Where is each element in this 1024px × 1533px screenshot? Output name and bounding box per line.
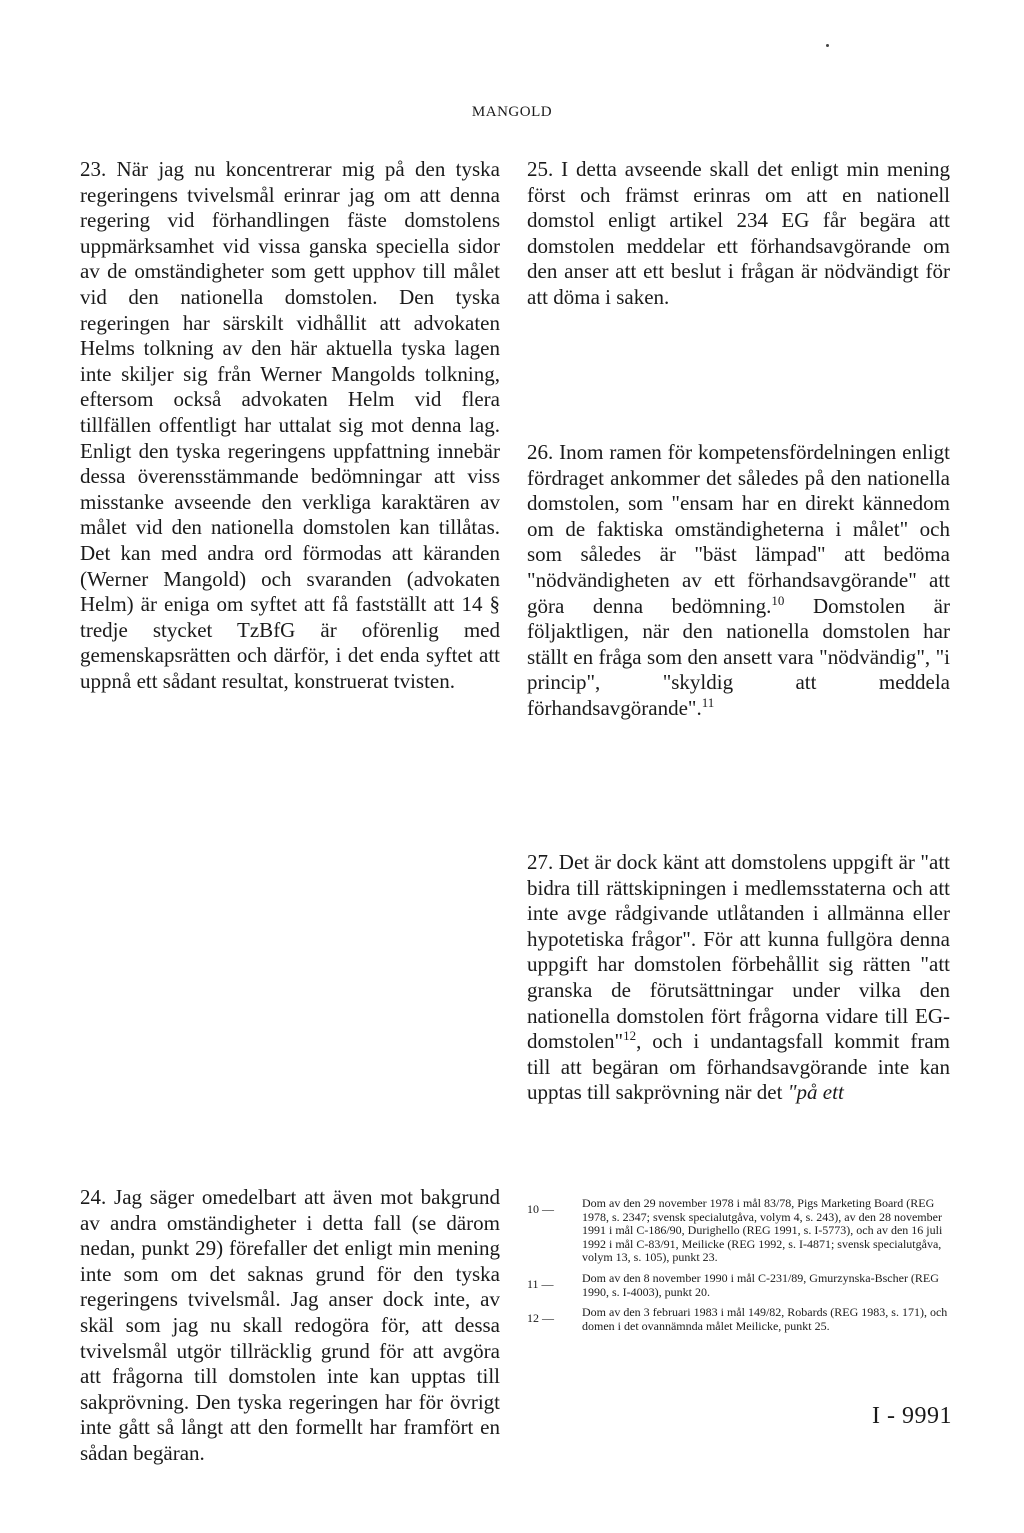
footnote-text: Dom av den 3 februari 1983 i mål 149/82, Robards (REG 1983, s. 171), och domen i det ovannämnda målet Meilicke, punkt 25.: [582, 1305, 948, 1333]
paragraph-23: 23. När jag nu koncentrerar mig på den tyska regeringens tvivelsmål erinrar jag om att denna regering vid förhandlingen fäste domstolens uppmärksamhet vid vissa ganska speciella sidor av de omständigheter som gett upphov till målet vid den nationella domstolen. Den tyska regeringen har särskilt vidhållit att advokaten Helms tolkning av den här aktuella tyska lagen inte skiljer sig från Werner Mangolds tolkning, eftersom också advokaten Helm vid flera tillfällen offentligt har uttalat sig mot denna lag. Enligt den tyska regeringens uppfattning innebär dessa överensstämmande bedömningar att viss misstanke avseende den verkliga karaktären av målet vid den nationella domstolen kan tillåtas. Det kan med andra ord förmodas att käranden (Werner Mangold) och svaranden (advokaten Helm) är eniga om syftet att få fastställt att 14 § tredje stycket TzBfG är oförenlig med gemenskapsrätten och därför, i det enda syftet att uppnå ett sådant resultat, konstruerat tvisten.: [80, 157, 500, 693]
paragraph-27-part-1: 27. Det är dock känt att domstolens uppgift är "att bidra till rättskipningen i medlemsstaterna och att inte avge rådgivande utlåtanden i allmänna eller hypotetiska frågor". För att kunna fullgöra denna uppgift har domstolen förbehållit sig rätten "att granska de förutsättningar under vilka den nationella domstolen fört frågorna vidare till EG-domstolen": [527, 850, 950, 1054]
footnote-12: [527, 1306, 950, 1333]
footnote-number: 12 —: [527, 1311, 554, 1326]
stray-dot-mark: [826, 44, 829, 47]
footnote-ref-10: 10: [771, 592, 785, 608]
paragraph-27-part-2: , och i undantagsfall kommit fram till att begäran om förhandsavgörande inte kan upptas till sakprövning när det: [527, 1029, 950, 1105]
paragraph-27-italic: "på ett: [787, 1080, 844, 1105]
running-header: MANGOLD: [471, 104, 553, 120]
paragraph-26-part-2: Domstolen är följaktligen, när den nationella domstolen har ställt en fråga som den ansett vara "nödvändig", "i princip", "skyldig att meddela förhandsavgörande".: [527, 593, 950, 720]
paragraph-27: [527, 850, 950, 1106]
paragraph-26-part-1: 26. Inom ramen för kompetensfördelningen enligt fördraget ankommer det således på den nationella domstolen, som "ensam har en direkt kännedom om de faktiska omständigheterna i målet" och som således är "bäst lämpad" att bedöma "nödvändigheten av ett förhandsavgörande" att göra denna bedömning.: [527, 440, 950, 618]
footnote-number: 10 —: [527, 1202, 554, 1216]
paragraph-25: 25. I detta avseende skall det enligt min mening först och främst erinras om att en nationell domstol enligt artikel 234 EG får begära att domstolen meddelar ett förhandsavgörande om den anser att ett beslut i frågan är nödvändigt för att döma i saken.: [527, 157, 950, 309]
page-number: I - 9991: [872, 1403, 952, 1429]
footnotes: [527, 1197, 950, 1340]
footnote-text: Dom av den 29 november 1978 i mål 83/78, Pigs Marketing Board (REG 1978, s. 2347; svensk specialutgåva, volym 4, s. 243), av den 28 november 1991 i mål C-186/90, Durighello (REG 1991, s. I-5773), och av den 16 juli 1992 i mål C-83/91, Meilicke (REG 1992, s. I-4871; svensk specialutgåva, volym 13, s. 105), punkt 23.: [582, 1196, 943, 1265]
footnote-text: Dom av den 8 november 1990 i mål C-231/89, Gmurzynska-Bscher (REG 1990, s. I-4003), punkt 20.: [582, 1270, 939, 1299]
paragraph-24: 24. Jag säger omedelbart att även mot bakgrund av andra omständigheter i detta fall (se därom nedan, punkt 29) förefaller det enligt min mening inte som om det saknas grund för den tyska regeringens tvivelsmål. Jag anser dock inte, av skäl som jag nu skall redogöra för, att dessa tvivelsmål utgör tillräcklig grund för att avgöra att frågorna till domstolen inte kan upptas till sakprövning. Den tyska regeringen har för övrigt inte gått så långt att den formellt har framfört en sådan begäran.: [80, 1185, 500, 1465]
footnote-11: [527, 1272, 950, 1299]
paragraph-26: [527, 440, 950, 722]
footnote-10: [527, 1197, 950, 1265]
footnote-number: 11 —: [527, 1276, 554, 1291]
footnote-ref-11: 11: [701, 694, 715, 710]
footnote-ref-12: 12: [623, 1028, 637, 1044]
